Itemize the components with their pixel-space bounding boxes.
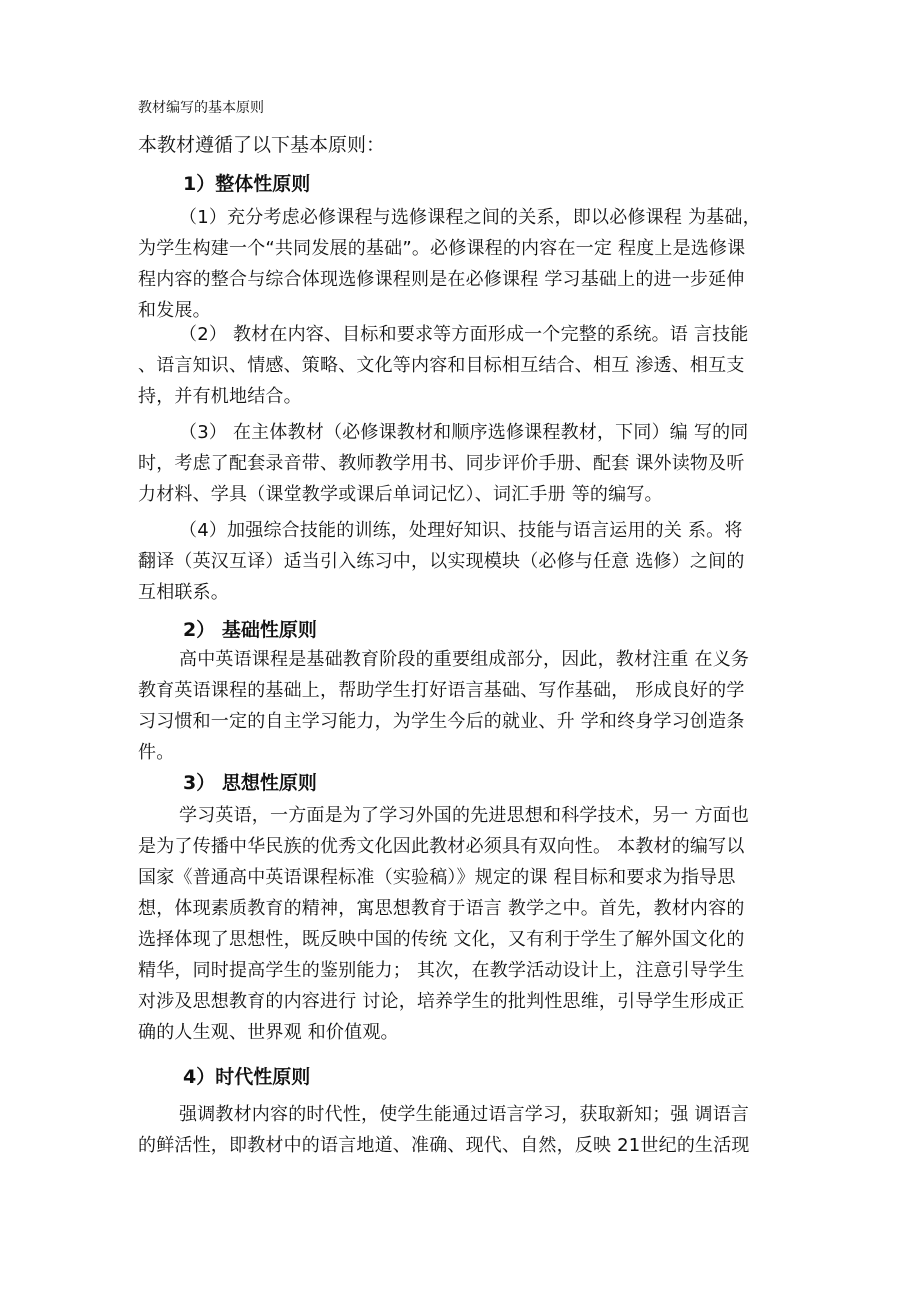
section-3-paragraph-1 (138, 800, 798, 1048)
text-line: （2） 教材在内容、目标和要求等方面形成一个完整的系统。语 言技能 (179, 324, 749, 345)
section-4-paragraph-1 (138, 1099, 798, 1161)
text-line: 翻译（英汉互译）适当引入练习中，以实现模块（必修与任意 选修）之间的 (138, 551, 745, 572)
text-line: 想，体现素质教育的精神，寓思想教育于语言 教学之中。首先，教材内容的 (138, 898, 745, 919)
text-line: 程内容的整合与综合体现选修课程则是在必修课程 学习基础上的进一步延伸 (138, 269, 745, 290)
text-line: 对涉及思想教育的内容进行 讨论，培养学生的批判性思维，引导学生形成正 (138, 991, 745, 1012)
text-line: （1）充分考虑必修课程与选修课程之间的关系，即以必修课程 为基础， (179, 207, 761, 228)
text-line: 确的人生观、世界观 和价值观。 (138, 1022, 399, 1043)
text-line: 高中英语课程是基础教育阶段的重要组成部分，因此，教材注重 在义务 (179, 649, 750, 670)
text-line: 力材料、学具（课堂教学或课后单词记忆）、词汇手册 等的编写。 (138, 484, 663, 505)
text-line: 精华，同时提高学生的鉴别能力； 其次，在教学活动设计上，注意引导学生 (138, 960, 745, 981)
text-line: （3） 在主体教材（必修课教材和顺序选修课程教材，下同）编 写的同 (179, 422, 749, 443)
text-line: 和发展。 (138, 300, 211, 321)
text-line: 持，并有机地结合。 (138, 386, 302, 407)
text-line: 强调教材内容的时代性，使学生能通过语言学习，获取新知；强 调语言 (179, 1104, 750, 1125)
text-line: 学习英语，一方面是为了学习外国的先进思想和科学技术，另一 方面也 (179, 805, 750, 826)
section-1-paragraph-2 (138, 319, 798, 412)
section-4-heading: 4）时代性原则 (183, 1066, 311, 1088)
text-line: 习习惯和一定的自主学习能力，为学生今后的就业、升 学和终身学习创造条 (138, 711, 745, 732)
text-line: 的鲜活性，即教材中的语言地道、准确、现代、自然，反映 21世纪的生活现 (138, 1135, 750, 1156)
page-header: 教材编写的基本原则 (138, 100, 264, 116)
text-line: 为学生构建一个“共同发展的基础”。必修课程的内容在一定 程度上是选修课 (138, 238, 746, 259)
section-2-paragraph-1 (138, 644, 798, 768)
section-3-heading: 3） 思想性原则 (183, 772, 317, 794)
text-line: 选择体现了思想性，既反映中国的传统 文化，又有利于学生了解外国文化的 (138, 929, 745, 950)
section-1-paragraph-4 (138, 515, 798, 608)
text-line: 件。 (138, 742, 175, 763)
text-line: 国家《普通高中英语课程标准（实验稿）》规定的课 程目标和要求为指导思 (138, 867, 736, 888)
section-1-paragraph-3 (138, 417, 798, 510)
text-line: 、语言知识、情感、策略、文化等内容和目标相互结合、相互 渗透、相互支 (138, 355, 745, 376)
text-line: 互相联系。 (138, 582, 229, 603)
intro-text: 本教材遵循了以下基本原则： (138, 134, 386, 156)
text-line: 教育英语课程的基础上，帮助学生打好语言基础、写作基础， 形成良好的学 (138, 680, 745, 701)
text-line: 时，考虑了配套录音带、教师教学用书、同步评价手册、配套 课外读物及听 (138, 453, 745, 474)
text-line: 是为了传播中华民族的优秀文化因此教材必须具有双向性。 本教材的编写以 (138, 836, 745, 857)
text-line: （4）加强综合技能的训练，处理好知识、技能与语言运用的关 系。将 (179, 520, 743, 541)
section-2-heading: 2） 基础性原则 (183, 619, 317, 641)
section-1-paragraph-1 (138, 202, 798, 326)
section-1-heading: 1）整体性原则 (183, 173, 311, 195)
